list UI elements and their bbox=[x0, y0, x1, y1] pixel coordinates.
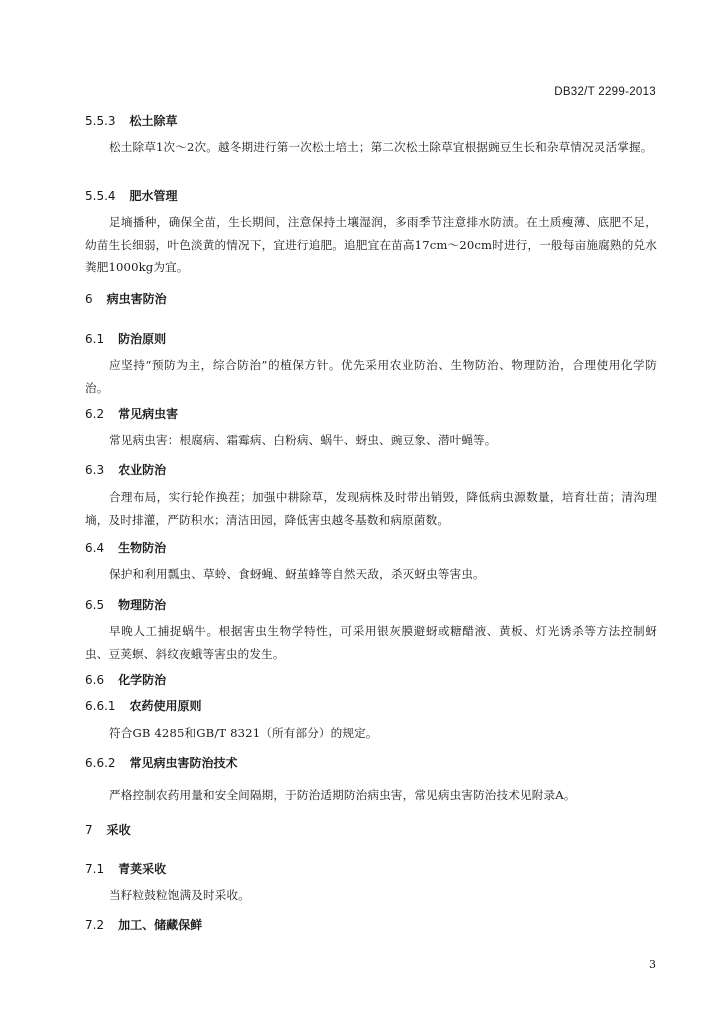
paragraph-6-2: 常见病虫害：根腐病、霜霉病、白粉病、蜗牛、蚜虫、豌豆象、潜叶蝇等。 bbox=[109, 433, 497, 447]
paragraph-7-1: 当籽粒鼓粒饱满及时采收。 bbox=[109, 888, 250, 902]
paragraph-6-4: 保护和利用瓢虫、草蛉、食蚜蝇、蚜茧蜂等自然天敌，杀灭蚜虫等害虫。 bbox=[109, 567, 485, 581]
section-title: 物理防治 bbox=[118, 598, 167, 612]
section-heading-7-2 bbox=[85, 917, 657, 933]
section-heading-5-5-4 bbox=[85, 188, 657, 204]
paragraph-6-6-1: 符合GB 4285和GB/T 8321（所有部分）的规定。 bbox=[109, 726, 378, 740]
section-title: 农药使用原则 bbox=[129, 699, 202, 713]
section-heading-6-6-1 bbox=[85, 698, 657, 714]
section-heading-6-2 bbox=[85, 406, 657, 422]
section-title: 肥水管理 bbox=[129, 189, 178, 203]
section-title: 常见病虫害 bbox=[118, 407, 179, 421]
section-heading-6-6-2 bbox=[85, 755, 657, 771]
paragraph-6-1: 应坚持“预防为主，综合防治”的植保方针。优先采用农业防治、生物防治、物理防治，合理使用化学防治。 bbox=[85, 358, 657, 395]
section-heading-6-4 bbox=[85, 540, 657, 556]
section-title: 农业防治 bbox=[118, 463, 167, 477]
section-title: 松土除草 bbox=[129, 114, 178, 128]
section-title: 常见病虫害防治技术 bbox=[129, 756, 238, 770]
section-number: 5.5.3 bbox=[85, 114, 116, 128]
paragraph-6-3: 合理布局，实行轮作换茬；加强中耕除草，发现病株及时带出销毁，降低病虫源数量，培育壮苗；清沟理墒，及时排灌，严防积水；清洁田园，降低害虫越冬基数和病原菌数。 bbox=[85, 490, 657, 527]
section-title: 采收 bbox=[106, 823, 131, 837]
section-title: 防治原则 bbox=[118, 332, 167, 346]
section-number: 6.3 bbox=[85, 463, 105, 477]
section-heading-7 bbox=[85, 822, 657, 838]
section-title: 病虫害防治 bbox=[106, 292, 167, 306]
section-heading-5-5-3 bbox=[85, 113, 657, 129]
section-number: 6.6.1 bbox=[85, 699, 116, 713]
document-code: DB32/T 2299-2013 bbox=[554, 86, 656, 98]
section-number: 6.5 bbox=[85, 598, 105, 612]
section-number: 7.2 bbox=[85, 918, 105, 932]
paragraph-5-5-4: 足墒播种，确保全苗，生长期间，注意保持土壤湿润，多雨季节注意排水防渍。在土质瘦薄、底肥不足，幼苗生长细弱，叶色淡黄的情况下，宜进行追肥。追肥宜在苗高17cm～20cm时进行，一般每亩施腐熟的兑水粪肥1000kg为宜。 bbox=[85, 215, 657, 274]
section-title: 加工、储藏保鲜 bbox=[118, 918, 203, 932]
section-number: 7.1 bbox=[85, 862, 105, 876]
section-number: 6.4 bbox=[85, 541, 105, 555]
section-heading-6-5 bbox=[85, 597, 657, 613]
section-number: 6.2 bbox=[85, 407, 105, 421]
section-title: 生物防治 bbox=[118, 541, 167, 555]
section-number: 7 bbox=[85, 823, 93, 837]
section-number: 6.1 bbox=[85, 332, 105, 346]
paragraph-5-5-3: 松土除草1次～2次。越冬期进行第一次松土培土；第二次松土除草宜根据豌豆生长和杂草情况灵活掌握。 bbox=[109, 140, 653, 154]
section-heading-6-6 bbox=[85, 672, 657, 688]
section-heading-6 bbox=[85, 291, 657, 307]
page-number: 3 bbox=[649, 958, 656, 971]
section-heading-7-1 bbox=[85, 861, 657, 877]
section-heading-6-1 bbox=[85, 331, 657, 347]
section-number: 6.6.2 bbox=[85, 756, 116, 770]
section-number: 6 bbox=[85, 292, 93, 306]
section-title: 青荚采收 bbox=[118, 862, 167, 876]
paragraph-6-5: 早晚人工捕捉蜗牛。根据害虫生物学特性，可采用银灰膜避蚜或糖醋液、黄板、灯光诱杀等方法控制蚜虫、豆荚螟、斜纹夜蛾等害虫的发生。 bbox=[85, 624, 657, 661]
section-number: 6.6 bbox=[85, 673, 105, 687]
section-number: 5.5.4 bbox=[85, 189, 116, 203]
paragraph-6-6-2: 严格控制农药用量和安全间隔期，于防治适期防治病虫害，常见病虫害防治技术见附录A。 bbox=[109, 788, 576, 802]
section-title: 化学防治 bbox=[118, 673, 167, 687]
section-heading-6-3 bbox=[85, 462, 657, 478]
